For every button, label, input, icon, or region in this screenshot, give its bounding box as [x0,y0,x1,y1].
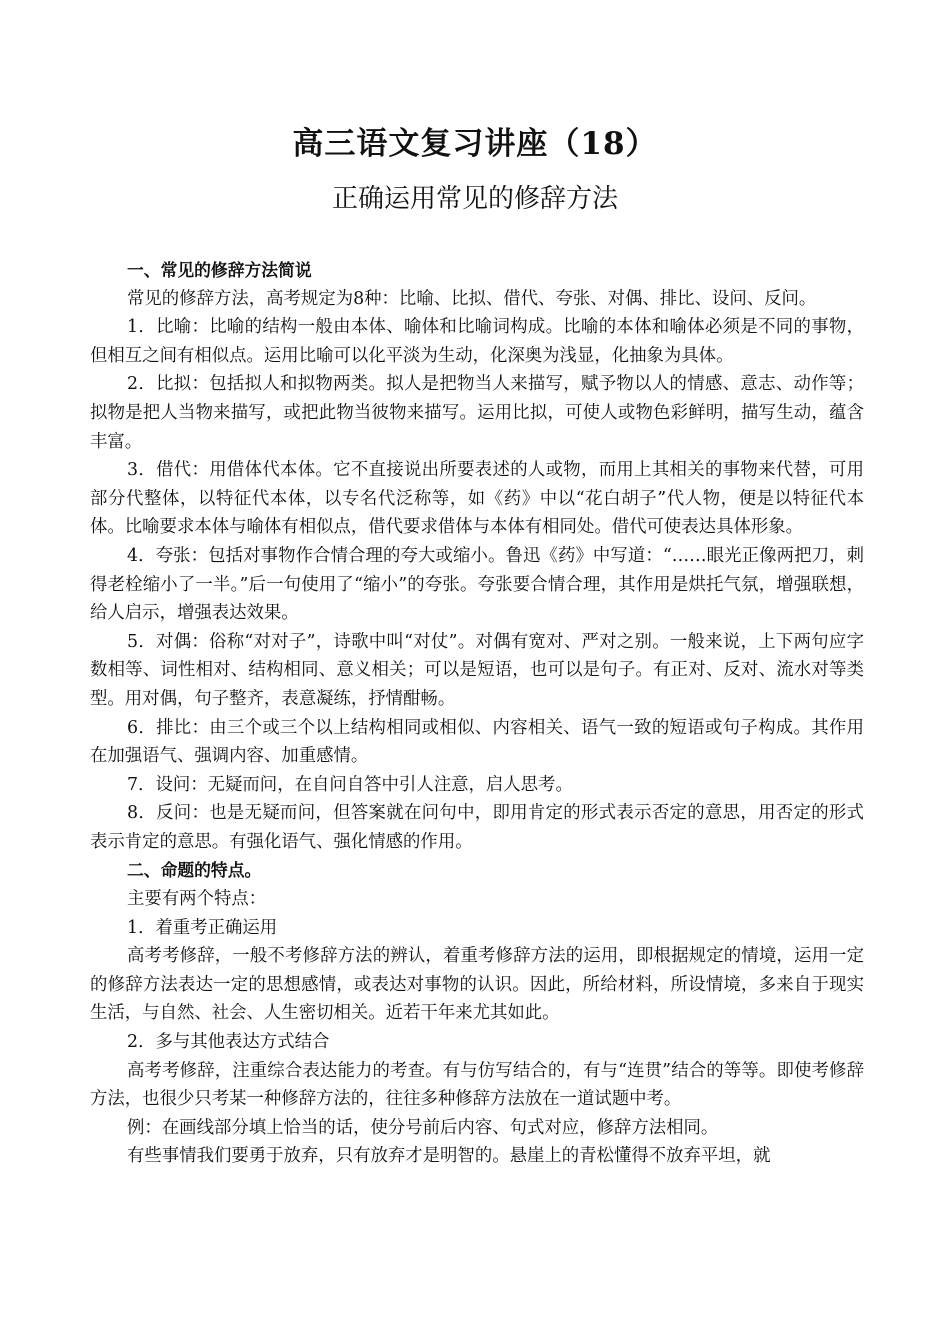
page-title: 高三语文复习讲座（18） [292,126,658,162]
document-body [90,256,864,1171]
paragraph: 6．排比：由三个或三个以上结构相同或相似、内容相关、语气一致的短语或句子构成。其作用在加强语气、强调内容、加重感情。 [90,717,864,767]
paragraph: 5．对偶：俗称“对对子”，诗歌中叫“对仗”。对偶有宽对、严对之别。一般来说，上下两句应字数相等、词性相对、结构相同、意义相关；可以是短语，也可以是句子。有正对、反对、流水对等类型。用对偶，句子整齐，表意凝练，抒情酣畅。 [90,631,864,709]
paragraph: 主要有两个特点： [127,889,267,910]
paragraph: 1．比喻：比喻的结构一般由本体、喻体和比喻词构成。比喻的本体和喻体必须是不同的事物，但相互之间有相似点。运用比喻可以化平淡为生动，化深奥为浅显，化抽象为具体。 [90,317,864,366]
paragraph: 常见的修辞方法，高考规定为8种：比喻、比拟、借代、夸张、对偶、排比、设问、反问。 [127,288,817,309]
section-heading: 二、命题的特点。 [127,860,262,881]
section-heading: 一、常见的修辞方法简说 [127,260,312,280]
paragraph: 1．着重考正确运用 [127,917,278,938]
paragraph: 8．反问：也是无疑而问，但答案就在问句中，即用肯定的形式表示否定的意思，用否定的形式表示肯定的意思。有强化语气、强化情感的作用。 [90,803,864,852]
paragraph: 高考考修辞，一般不考修辞方法的辨认，着重考修辞方法的运用，即根据规定的情境，运用一定的修辞方法表达一定的思想感情，或表达对事物的认识。因此，所给材料，所设情境，多来自于现实生活，与自然、社会、人生密切相关。近若干年来尤其如此。 [90,946,864,1024]
paragraph: 高考考修辞，注重综合表达能力的考查。有与仿写结合的，有与“连贯”结合的等等。即使考修辞方法，也很少只考某一种修辞方法的，往往多种修辞方法放在一道试题中考。 [90,1060,864,1110]
paragraph: 2．多与其他表达方式结合 [127,1032,330,1053]
paragraph: 7．设问：无疑而问，在自问自答中引人注意，启人思考。 [127,774,573,795]
paragraph: 3．借代：用借体代本体。它不直接说出所要表述的人或物，而用上其相关的事物来代替，可用部分代整体，以特征代本体，以专名代泛称等，如《药》中以“花白胡子”代人物，便是以特征代本体。比喻要求本体与喻体有相似点，借代要求借体与本体有相同处。借代可使表达具体形象。 [90,460,864,538]
paragraph: 例：在画线部分填上恰当的话，使分号前后内容、句式对应，修辞方法相同。 [127,1117,719,1138]
paragraph: 2．比拟：包括拟人和拟物两类。拟人是把物当人来描写，赋予物以人的情感、意志、动作等；拟物是把人当物来描写，或把此物当彼物来描写。运用比拟，可使人或物色彩鲜明，描写生动，蕴含丰富。 [90,374,864,452]
paragraph: 有些事情我们要勇于放弃，只有放弃才是明智的。悬崖上的青松懂得不放弃平坦，就 [127,1146,771,1167]
page-subtitle: 正确运用常见的修辞方法 [331,184,618,214]
paragraph: 4．夸张：包括对事物作合情合理的夸大或缩小。鲁迅《药》中写道：“……眼光正像两把刀，刺得老栓缩小了一半。”后一句使用了“缩小”的夸张。夸张要合情合理，其作用是烘托气氛，增强联想，给人启示，增强表达效果。 [90,545,864,624]
